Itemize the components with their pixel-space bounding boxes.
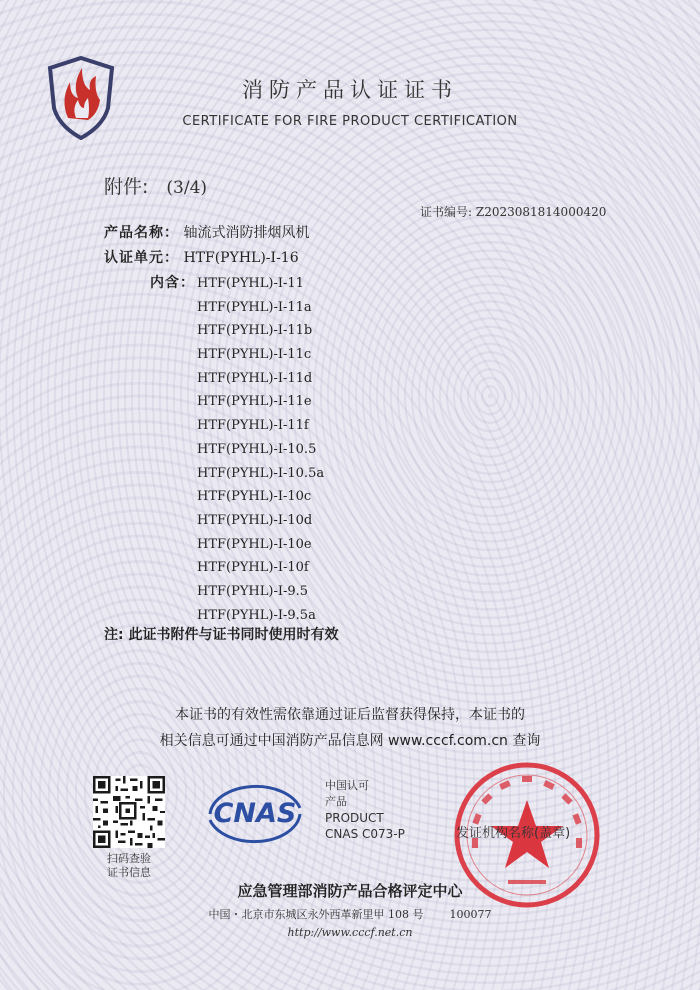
certificate-number-value: Z2023081814000420 xyxy=(475,205,607,219)
model-item: HTF(PYHL)-I-10.5a xyxy=(197,465,325,481)
certificate-title-en: CERTIFICATE FOR FIRE PRODUCT CERTIFICATION xyxy=(182,114,518,129)
website-link[interactable]: http://www.cccf.net.cn xyxy=(287,926,413,939)
issuing-authority-seal-caption: 发证机构名称(盖章) xyxy=(456,826,571,841)
model-item: HTF(PYHL)-I-10c xyxy=(197,489,312,505)
model-item: HTF(PYHL)-I-10.5 xyxy=(197,441,317,457)
model-item: HTF(PYHL)-I-11b xyxy=(197,323,313,339)
includes-label-row: 内含： xyxy=(150,275,195,291)
model-item: HTF(PYHL)-I-9.5a xyxy=(197,607,316,623)
model-item: HTF(PYHL)-I-11e xyxy=(197,394,312,410)
product-name-value: 轴流式消防排烟风机 xyxy=(183,225,310,241)
postal-code: 100077 xyxy=(449,908,492,921)
cnas-line-2: 产品 xyxy=(325,795,347,808)
qr-caption-line-1: 扫码查验 xyxy=(107,852,151,865)
model-item: HTF(PYHL)-I-11c xyxy=(197,347,312,363)
model-item: HTF(PYHL)-I-11a xyxy=(197,299,312,315)
attachment-label xyxy=(104,172,207,199)
certification-unit-label: 认证单元 xyxy=(104,250,164,266)
model-item: HTF(PYHL)-I-9.5 xyxy=(197,583,309,599)
validity-line-2: 相关信息可通过中国消防产品信息网 www.cccf.com.cn 查询 xyxy=(159,733,541,749)
validity-line-1: 本证书的有效性需依靠通过证后监督获得保持，本证书的 xyxy=(175,707,525,723)
issuing-organization: 应急管理部消防产品合格评定中心 xyxy=(237,882,463,900)
qr-code-icon[interactable] xyxy=(93,776,165,848)
model-list xyxy=(197,272,324,627)
address-text: 中国・北京市东城区永外西革新里甲 108 号 xyxy=(208,908,424,921)
cnas-logo xyxy=(196,774,314,850)
certification-unit-row: 认证单元： HTF(PYHL)-I-16 xyxy=(104,250,299,266)
model-item: HTF(PYHL)-I-11d xyxy=(197,370,313,386)
qr-caption-line-2: 证书信息 xyxy=(107,866,151,879)
model-item: HTF(PYHL)-I-11 xyxy=(197,276,304,291)
model-item: HTF(PYHL)-I-10f xyxy=(197,560,309,576)
attachment-number: (3/4) xyxy=(166,178,208,198)
model-item: HTF(PYHL)-I-10d xyxy=(197,512,313,528)
attachment-label-text: 附件: xyxy=(104,176,149,198)
cnas-line-3: PRODUCT xyxy=(325,811,384,825)
certificate-number xyxy=(420,203,606,220)
organization-address xyxy=(0,906,700,922)
model-item: HTF(PYHL)-I-11f xyxy=(197,418,309,434)
cnas-line-1: 中国认可 xyxy=(325,779,369,792)
certificate-title-cn: 消防产品认证证书 xyxy=(242,78,458,102)
certificate-number-label: 证书编号: xyxy=(420,205,473,219)
cnas-line-4: CNAS C073-P xyxy=(325,827,405,841)
model-item: HTF(PYHL)-I-10e xyxy=(197,536,312,552)
includes-label: 内含 xyxy=(150,275,180,291)
product-name-label: 产品名称 xyxy=(104,225,164,241)
attachment-note: 注: 此证书附件与证书同时使用时有效 xyxy=(104,627,339,643)
qr-caption xyxy=(84,852,174,880)
certification-unit-value: HTF(PYHL)-I-16 xyxy=(183,250,299,266)
product-name-row: 产品名称： 轴流式消防排烟风机 xyxy=(104,225,310,241)
validity-statement xyxy=(0,702,700,754)
cnas-accreditation-text xyxy=(325,778,405,842)
cnas-logo-text: CNAS xyxy=(213,798,297,829)
